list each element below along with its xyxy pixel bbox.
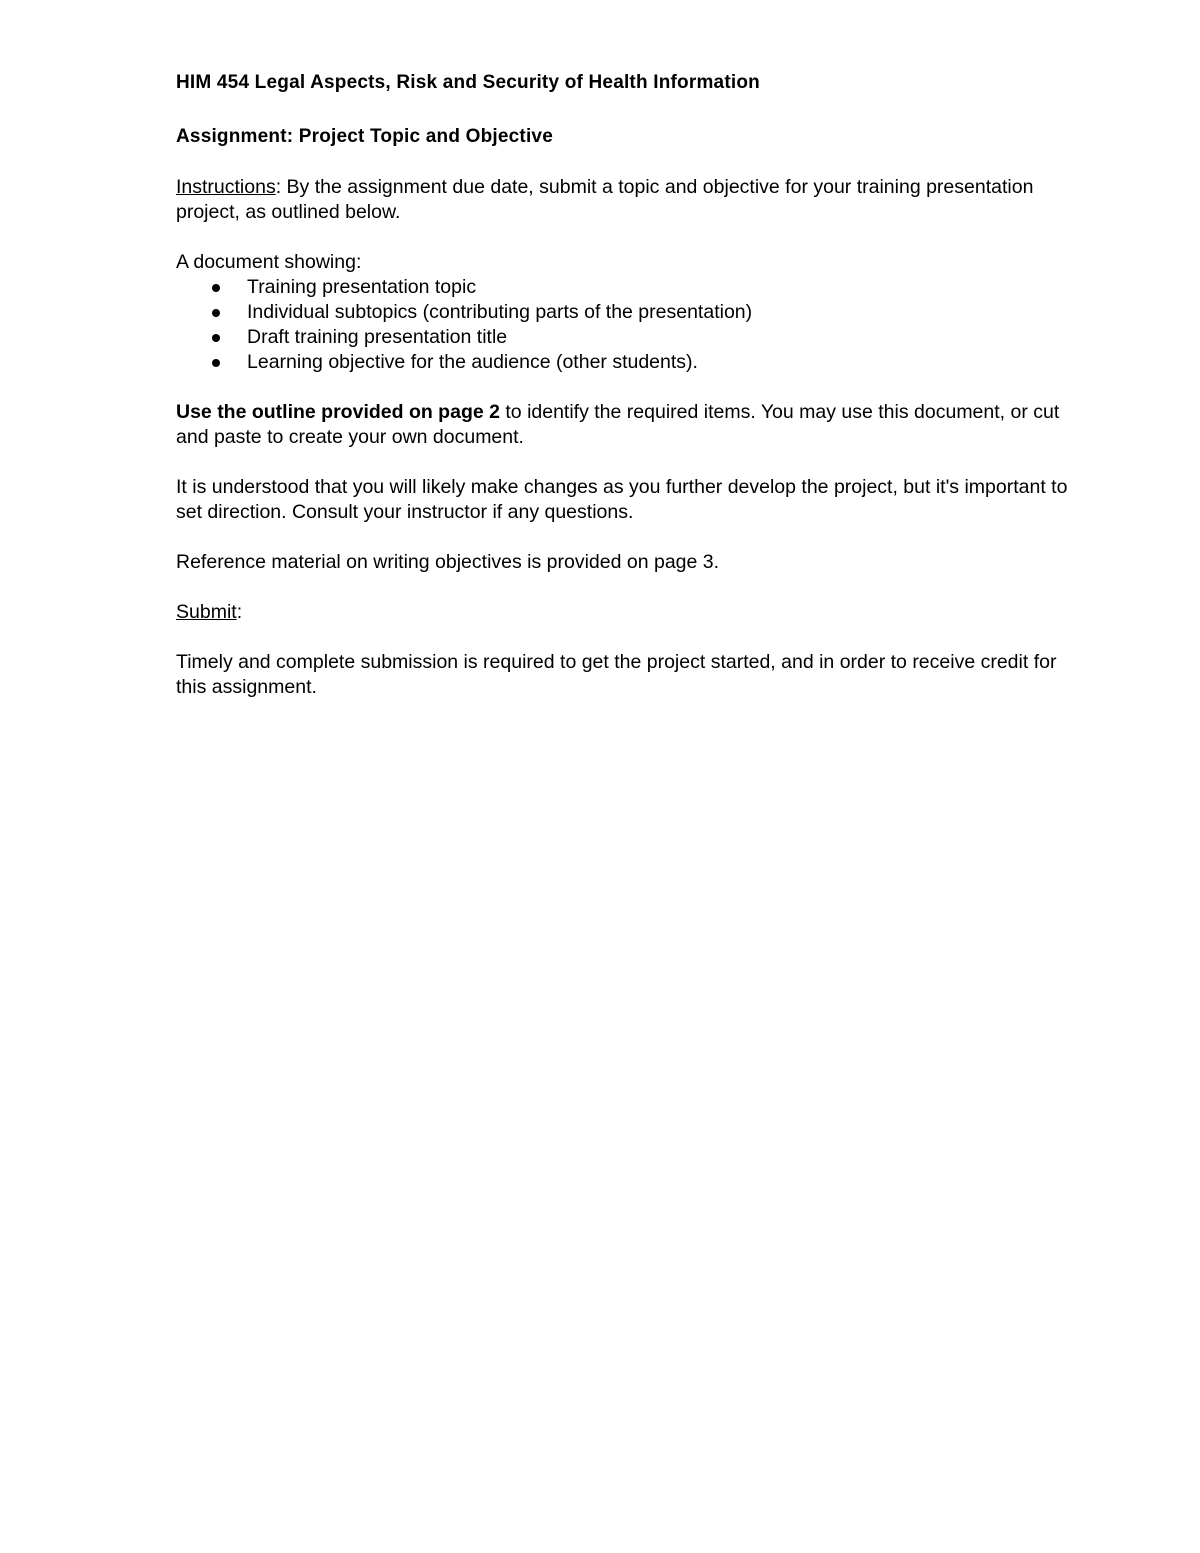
document-page	[176, 70, 1076, 700]
assignment-heading: Assignment: Project Topic and Objective	[176, 126, 553, 147]
list-item: Draft training presentation title	[176, 325, 1076, 350]
instructions-paragraph	[176, 175, 1076, 225]
instructions-label: Instructions	[176, 176, 276, 198]
reference-paragraph: Reference material on writing objectives is provided on page 3.	[176, 551, 720, 573]
outline-text: to identify the required items. You may use this document, or cut and paste to create your own document.	[176, 401, 1060, 448]
timely-paragraph: Timely and complete submission is required to get the project started, and in order to receive credit for this assignment.	[176, 651, 1057, 698]
outline-paragraph	[176, 400, 1076, 450]
requirements-list	[176, 275, 1076, 375]
outline-emphasis: Use the outline provided on page 2	[176, 401, 500, 423]
submit-heading	[176, 600, 1076, 625]
bullet-icon	[212, 309, 220, 317]
bullet-icon	[212, 284, 220, 292]
bullet-icon	[212, 334, 220, 342]
understood-paragraph: It is understood that you will likely make changes as you further develop the project, but it's important to set direction. Consult your instructor if any questions.	[176, 476, 1068, 523]
submit-label: Submit	[176, 601, 237, 623]
submit-colon: :	[236, 601, 243, 623]
bullet-icon	[212, 359, 220, 367]
document-title: HIM 454 Legal Aspects, Risk and Security of Health Information	[176, 72, 760, 93]
list-item: Individual subtopics (contributing parts of the presentation)	[176, 300, 1076, 325]
list-item: Training presentation topic	[176, 275, 1076, 300]
instructions-text: : By the assignment due date, submit a topic and objective for your training presentation project, as outlined below.	[176, 176, 1034, 223]
document-showing-label: A document showing:	[176, 251, 362, 273]
list-item: Learning objective for the audience (other students).	[176, 350, 1076, 375]
